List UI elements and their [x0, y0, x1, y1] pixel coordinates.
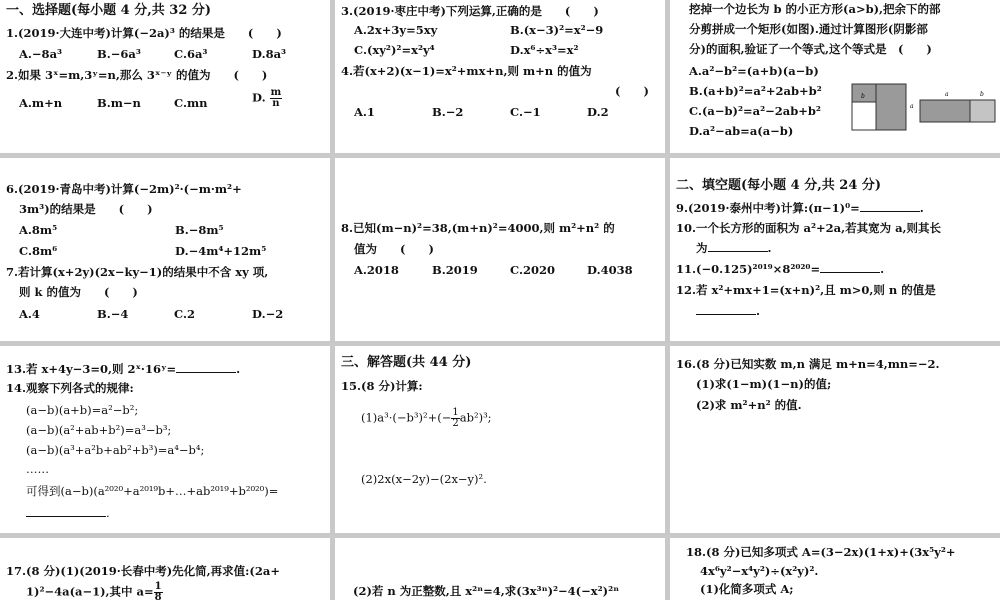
- q5-option-c: C.(a−b)²=a²−2ab+b²: [689, 104, 821, 118]
- q15-fraction-num: 1: [452, 407, 459, 418]
- question-13: 13.若 x+4y−3=0,则 2ˣ·16ʸ= .: [6, 362, 241, 376]
- q8-option-d: D.4038: [587, 263, 633, 277]
- question-10: 10.一个长方形的面积为 a²+2a,若其宽为 a,则其长: [676, 221, 942, 235]
- question-11-text: 11.(−0.125)²⁰¹⁹×8²⁰²⁰=: [676, 262, 821, 276]
- question-7-cont: 则 k 的值为 ( ): [19, 285, 138, 299]
- panel-choice-1: [0, 0, 330, 153]
- fig-label-a1: a: [910, 103, 914, 110]
- question-15: 15.(8 分)计算:: [341, 379, 423, 393]
- q3-option-a: A.2x+3y=5xy: [354, 23, 438, 37]
- q12-answer-blank: [696, 304, 756, 315]
- question-4: 4.若(x+2)(x−1)=x²+mx+n,则 m+n 的值为: [341, 64, 592, 78]
- question-1: 1.(2019·大连中考)计算(−2a)³ 的结果是 ( ): [6, 26, 282, 40]
- question-3: 3.(2019·枣庄中考)下列运算,正确的是 ( ): [341, 4, 599, 18]
- q5-line-1: 挖掉一个边长为 b 的小正方形(a>b),把余下的部: [689, 2, 941, 16]
- panel-choice-3: [670, 0, 1000, 153]
- q14-answer-line: .: [26, 506, 110, 520]
- q2-option-d-label: D.: [252, 90, 266, 105]
- section-title-choice: 一、选择题(每小题 4 分,共 32 分): [6, 3, 212, 18]
- panel-answer-1: [335, 346, 665, 533]
- question-10-cont: 为 .: [696, 241, 772, 255]
- q15-part-1-pre: (1)a³·(−b³)²+(−: [361, 410, 452, 425]
- panel-answer-3: [0, 538, 330, 600]
- q16-part-2: (2)求 m²+n² 的值.: [696, 398, 802, 412]
- q18-part-1: (1)化简多项式 A;: [700, 582, 794, 596]
- q8-option-c: C.2020: [510, 263, 555, 277]
- panel-choice-5: [335, 158, 665, 341]
- q10-answer-blank: [708, 241, 768, 252]
- q14-row-3: (a−b)(a³+a²b+ab²+b³)=a⁴−b⁴;: [26, 443, 205, 457]
- q15-fraction: [451, 408, 459, 429]
- q5-line-3: 分)的面积,验证了一个等式,这个等式是 ( ): [689, 42, 932, 56]
- panel-fill-in: [670, 158, 1000, 341]
- q7-option-d: D.−2: [252, 307, 284, 321]
- q17-part-2: (2)若 n 为正整数,且 x²ⁿ=4,求(3x³ⁿ)²−4(−x²)²ⁿ: [353, 584, 620, 598]
- q13-answer-blank: [176, 362, 236, 373]
- q14-conclusion: 可得到(a−b)(a²⁰²⁰+a²⁰¹⁹b+…+ab²⁰¹⁹+b²⁰²⁰)=: [26, 484, 279, 498]
- question-18: 18.(8 分)已知多项式 A=(3−2x)(1+x)+(3x⁵y²+: [686, 545, 956, 559]
- q4-answer-paren: ( ): [615, 84, 649, 98]
- question-11: 11.(−0.125)²⁰¹⁹×8²⁰²⁰= .: [676, 262, 885, 276]
- q2-option-a: A.m+n: [19, 96, 63, 110]
- q6-option-b: B.−8m⁵: [175, 223, 224, 237]
- q5-option-d: D.a²−ab=a(a−b): [689, 124, 794, 138]
- question-6: 6.(2019·青岛中考)计算(−2m)²·(−m·m²+: [6, 182, 242, 196]
- question-14: 14.观察下列各式的规律:: [6, 381, 134, 395]
- question-7: 7.若计算(x+2y)(2x−ky−1)的结果中不含 xy 项,: [6, 265, 269, 279]
- question-17-cont: [26, 582, 163, 600]
- question-16: 16.(8 分)已知实数 m,n 满足 m+n=4,mn=−2.: [676, 357, 940, 371]
- question-13-text: 13.若 x+4y−3=0,则 2ˣ·16ʸ=: [6, 362, 177, 376]
- q15-part-1-post: ab²)³;: [459, 410, 492, 425]
- q5-option-b: B.(a+b)²=a²+2ab+b²: [689, 84, 822, 98]
- question-9-text: 9.(2019·泰州中考)计算:(π−1)⁰=: [676, 201, 860, 215]
- q2-fraction-num: m: [270, 87, 282, 98]
- q7-option-c: C.2: [174, 307, 195, 321]
- q1-option-c: C.6a³: [174, 47, 208, 61]
- q17-fraction: [154, 582, 163, 600]
- question-2: 2.如果 3ˣ=m,3ʸ=n,那么 3ˣ⁻ʸ 的值为 ( ): [6, 68, 268, 82]
- q5-line-2: 分剪拼成一个矩形(如图).通过计算图形(阴影部: [689, 22, 928, 36]
- q4-option-d: D.2: [587, 105, 609, 119]
- q2-fraction: [270, 88, 283, 109]
- question-8-cont: 值为 ( ): [354, 242, 434, 256]
- q16-part-1: (1)求(1−m)(1−n)的值;: [696, 377, 832, 391]
- q14-answer-blank: [26, 506, 106, 517]
- panel-answer-4: [335, 538, 665, 600]
- q3-option-c: C.(xy²)²=x²y⁴: [354, 43, 435, 57]
- section-title-answer: 三、解答题(共 44 分): [341, 355, 472, 370]
- q6-option-a: A.8m⁵: [19, 223, 58, 237]
- q15-fraction-den: 2: [452, 418, 459, 429]
- q5-option-a: A.a²−b²=(a+b)(a−b): [689, 64, 819, 78]
- q2-option-c: C.mn: [174, 96, 208, 110]
- q14-row-1: (a−b)(a+b)=a²−b²;: [26, 403, 139, 417]
- q1-option-b: B.−6a³: [97, 47, 141, 61]
- question-17: 17.(8 分)(1)(2019·长春中考)先化简,再求值:(2a+: [6, 564, 280, 578]
- q2-option-b: B.m−n: [97, 96, 141, 110]
- q8-option-a: A.2018: [354, 263, 399, 277]
- question-18-cont: 4x⁶y²−x⁴y²)÷(x²y)².: [700, 564, 819, 578]
- q4-option-b: B.−2: [432, 105, 464, 119]
- question-8: 8.已知(m−n)²=38,(m+n)²=4000,则 m²+n² 的: [341, 221, 615, 235]
- q6-option-c: C.8m⁶: [19, 244, 58, 258]
- panel-answer-2: [670, 346, 1000, 533]
- fig-label-b1: b: [861, 93, 865, 100]
- question-17-cont-text: 1)²−4a(a−1),其中 a=: [26, 584, 154, 599]
- panel-answer-5: [670, 538, 1000, 600]
- q8-option-b: B.2019: [432, 263, 478, 277]
- q2-option-d: [252, 88, 282, 109]
- question-12-cont: .: [696, 304, 760, 318]
- question-6-cont: 3m³)的结果是 ( ): [19, 202, 153, 216]
- q1-option-a: A.−8a³: [19, 47, 63, 61]
- q15-part-2: (2)2x(x−2y)−(2x−y)².: [361, 472, 487, 486]
- q7-option-b: B.−4: [97, 307, 129, 321]
- q14-row-4: ……: [26, 462, 49, 476]
- question-9: 9.(2019·泰州中考)计算:(π−1)⁰= .: [676, 201, 924, 215]
- q11-answer-blank: [820, 262, 880, 273]
- fig-label-a2: a: [945, 91, 949, 98]
- q17-fraction-den: 8: [154, 592, 162, 600]
- q9-answer-blank: [860, 201, 920, 212]
- q14-row-2: (a−b)(a²+ab+b²)=a³−b³;: [26, 423, 172, 437]
- q4-option-a: A.1: [354, 105, 375, 119]
- panel-choice-4: [0, 158, 330, 341]
- q6-option-d: D.−4m⁴+12m⁵: [175, 244, 267, 258]
- square-cut-figure: [850, 82, 1000, 132]
- q17-fraction-num: 1: [154, 581, 162, 592]
- q4-option-c: C.−1: [510, 105, 541, 119]
- q7-option-a: A.4: [19, 307, 40, 321]
- question-10-cont-text: 为: [696, 241, 708, 255]
- q1-option-d: D.8a³: [252, 47, 287, 61]
- panel-choice-2: [335, 0, 665, 153]
- q3-option-d: D.x⁶÷x³=x²: [510, 43, 579, 57]
- q15-part-1: [361, 408, 492, 429]
- q3-option-b: B.(x−3)²=x²−9: [510, 23, 604, 37]
- section-title-fill-in: 二、填空题(每小题 4 分,共 24 分): [676, 178, 882, 193]
- q2-fraction-den: n: [272, 98, 280, 109]
- question-12: 12.若 x²+mx+1=(x+n)²,且 m>0,则 n 的值是: [676, 283, 936, 297]
- fig-label-b2: b: [980, 91, 984, 98]
- panel-fill-in-2: [0, 346, 330, 533]
